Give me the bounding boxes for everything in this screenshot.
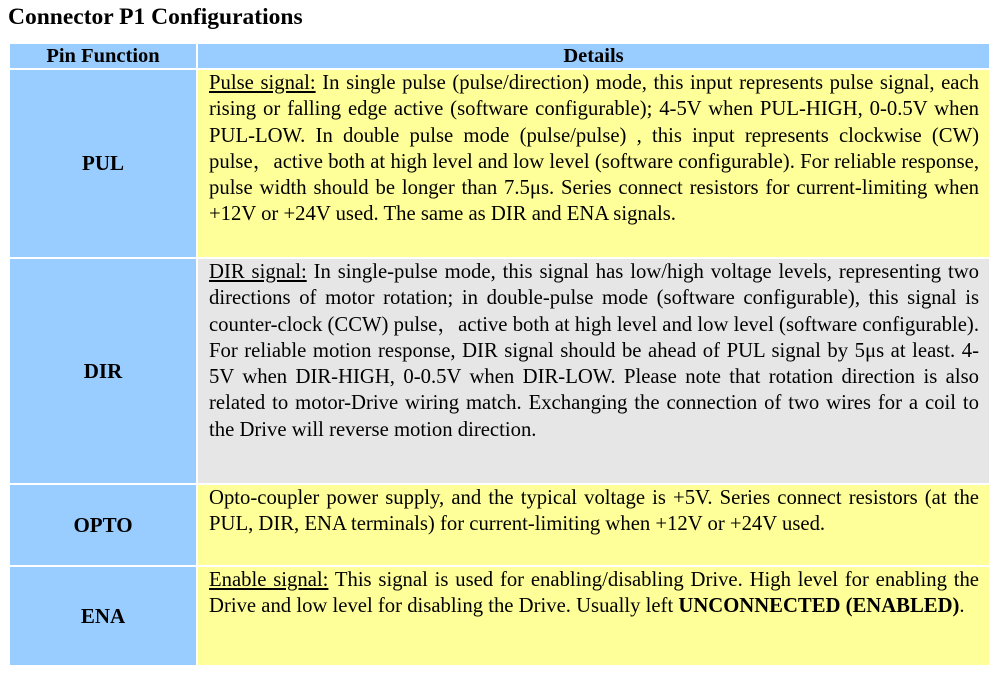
details-text-ena: [209, 567, 979, 620]
table-row-dir: [10, 259, 989, 483]
details-body-dir: In single-pulse mode, this signal has low/high voltage levels, representing two directions of motor rotation; in double-pulse mode (software configurable), this signal is counter-clock (CCW) pulse，active both at high level and low level (software configurable). For reliable motion response, DIR signal should be ahead of PUL signal by 5μs at least. 4-5V when DIR-HIGH, 0-0.5V when DIR-LOW. Please note that rotation direction is also related to motor-Drive wiring match. Exchanging the connection of two wires for a coil to the Drive will reverse motion direction.: [209, 261, 980, 441]
table-row-pul: [10, 70, 989, 257]
header-details: Details: [198, 44, 989, 68]
details-label-pul: Pulse signal:: [209, 72, 316, 94]
details-text-dir: [209, 259, 979, 443]
pin-cell-opto: OPTO: [10, 485, 196, 565]
details-label-ena: Enable signal:: [209, 569, 329, 591]
details-body-ena: This signal is used for enabling/disabling Drive. High level for enabling the Drive and low level for disabling the Drive. Usually left: [209, 569, 979, 618]
table-row-ena: [10, 567, 989, 665]
details-cell-dir: [198, 259, 989, 483]
header-row: [10, 44, 989, 68]
page-title: Connector P1 Configurations: [8, 4, 303, 30]
pin-cell-ena: ENA: [10, 567, 196, 665]
details-text-opto: Opto-coupler power supply, and the typical voltage is +5V. Series connect resistors (at the PUL, DIR, ENA terminals) for current-limiting when +12V or +24V used.: [209, 487, 979, 536]
details-text-pul: [209, 70, 979, 228]
details-suffix-ena: .: [959, 595, 965, 618]
details-cell-ena: [198, 567, 989, 665]
header-pin-function: Pin Function: [10, 44, 196, 68]
details-label-dir: DIR signal:: [209, 261, 307, 283]
connector-config-table: [8, 42, 991, 667]
details-bold-ena: UNCONNECTED (ENABLED): [678, 595, 960, 618]
pin-cell-pul: PUL: [10, 70, 196, 257]
table-row-opto: [10, 485, 989, 565]
details-cell-opto: [198, 485, 989, 565]
details-cell-pul: [198, 70, 989, 257]
details-body-pul: In single pulse (pulse/direction) mode, this input represents pulse signal, each rising or falling edge active (software configurable); 4-5V when PUL-HIGH, 0-0.5V when PUL-LOW. In double pulse mode (pulse/pulse) , this input represents clockwise (CW) pulse，active both at high level and low level (software configurable). For reliable response, pulse width should be longer than 7.5μs. Series connect resistors for current-limiting when +12V or +24V used. The same as DIR and ENA signals.: [209, 72, 980, 226]
pin-cell-dir: DIR: [10, 259, 196, 483]
